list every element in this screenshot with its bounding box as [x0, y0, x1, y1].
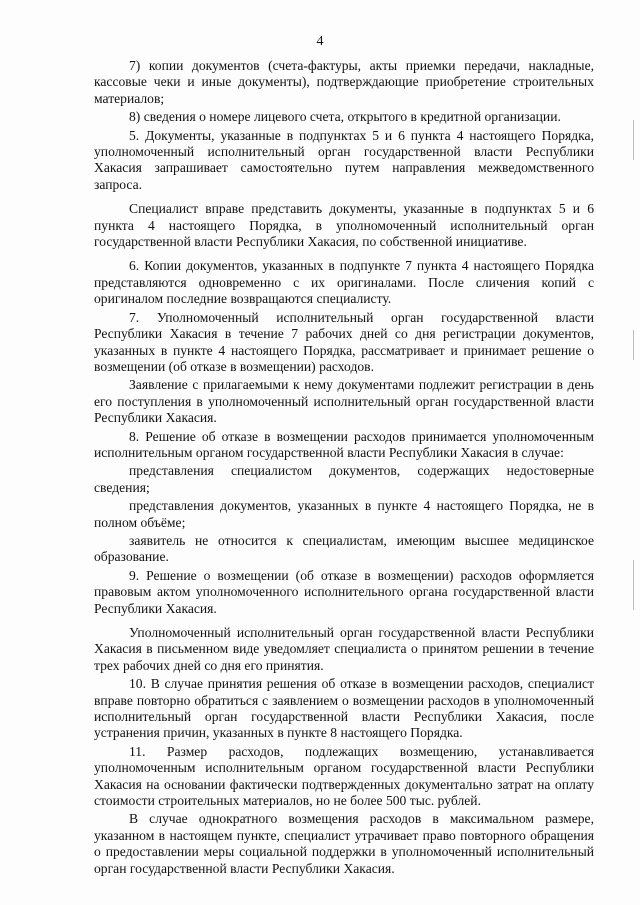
- paragraph-clause-8: 8. Решение об отказе в возмещении расходов принимается уполномоченным исполнительным органом государственной власти Республики Хакасия в случае:: [94, 428, 594, 460]
- paragraph-reason-incomplete: представления документов, указанных в пункте 4 настоящего Порядка, не в полном объёме;: [94, 498, 594, 530]
- paragraph-item-8: 8) сведения о номере лицевого счета, открытого в кредитной организации.: [129, 109, 561, 125]
- document-body: [94, 58, 594, 879]
- scan-edge-mark: [633, 120, 634, 160]
- paragraph-clause-7: 7. Уполномоченный исполнительный орган государственной власти Республики Хакасия в течение 7 рабочих дней со дня регистрации документов, указанных в пункте 4 настоящего Порядка, рассматривает и принимает решение о возмещении (об отказе в возмещении) расходов.: [94, 309, 594, 374]
- paragraph-registration: Заявление с прилагаемыми к нему документами подлежит регистрации в день его поступления в уполномоченный исполнительный орган государственной власти Республики Хакасия.: [94, 377, 594, 426]
- paragraph-notification: Уполномоченный исполнительный орган государственной власти Республики Хакасия в письменном виде уведомляет специалиста о принятом решении в течение трех рабочих дней со дня его принятия.: [94, 625, 594, 673]
- paragraph-clause-11: 11. Размер расходов, подлежащих возмещению, устанавливается уполномоченным исполнительным органом государственной власти Республики Хакасия на основании фактически подтвержденных документально затрат на оплату стоимости строительных материалов, но не более 500 тыс. рублей.: [94, 743, 594, 809]
- page-number: 4: [316, 34, 324, 49]
- paragraph-specialist-right: Специалист вправе представить документы, указанные в подпунктах 5 и 6 пункта 4 настоящего Порядка, в уполномоченный исполнительный орган государственной власти Республики Хакасия, по собственной инициативе.: [94, 201, 594, 250]
- paragraph-reason-not-specialist: заявитель не относится к специалистам, имеющим высшее медицинское образование.: [94, 532, 594, 565]
- paragraph-clause-5: 5. Документы, указанные в подпунктах 5 и 6 пункта 4 настоящего Порядка, уполномоченный исполнительный орган государственной власти Республики Хакасия запрашивает самостоятельно путем направления межведомственного запроса.: [94, 127, 594, 192]
- scan-edge-mark: [633, 560, 634, 610]
- paragraph-clause-10: 10. В случае принятия решения об отказе в возмещении расходов, специалист вправе повторно обратиться с заявлением о возмещении расходов в уполномоченный исполнительный орган государственной власти Республики Хакасия, после устранения причин, указанных в пункте 8 настоящего Порядка.: [94, 676, 594, 741]
- paragraph-clause-9: 9. Решение о возмещении (об отказе в возмещении) расходов оформляется правовым актом уполномоченного исполнительного органа государственной власти Республики Хакасия.: [94, 567, 594, 616]
- paragraph-one-time-limit: В случае однократного возмещения расходов в максимальном размере, указанном в настоящем пункте, специалист утрачивает право повторного обращения о предоставлении меры социальной поддержки в уполномоченный исполнительный орган государственной власти Республики Хакасия.: [94, 811, 594, 876]
- paragraph-item-7: 7) копии документов (счета-фактуры, акты приемки передачи, накладные, кассовые чеки и иные документы), подтверждающие приобретение строительных материалов;: [94, 58, 594, 106]
- paragraph-reason-false-info: представления специалистом документов, содержащих недостоверные сведения;: [94, 463, 594, 495]
- scan-edge-mark: [633, 330, 634, 360]
- paragraph-clause-6: 6. Копии документов, указанных в подпункте 7 пункта 4 настоящего Порядка представляются одновременно с их оригиналами. После сличения копий с оригиналом последние возвращаются специалисту.: [94, 258, 594, 307]
